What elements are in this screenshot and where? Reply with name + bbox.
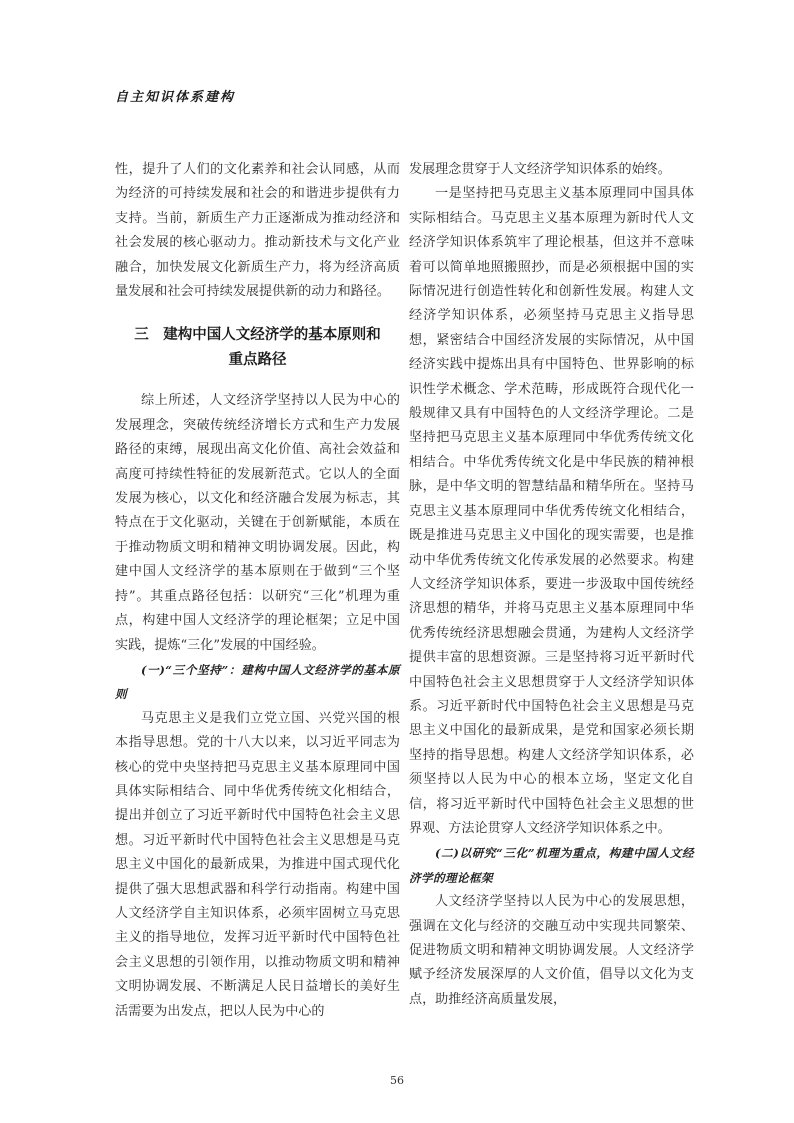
paragraph-framework: 人文经济学坚持以人民为中心的发展思想，强调在文化与经济的交融互动中实现共同繁荣、促进物质文明和精神文明协调发展。人文经济学赋予经济发展深厚的人文价值，倡导以文化为支点，助推经济高质量发展， [409, 894, 694, 1007]
section-title-line2: 重点路径 [228, 352, 287, 369]
subsection-heading-1: (一)“三个坚持”：建构中国人文经济学的基本原则 [115, 662, 400, 702]
intro-paragraph: 性，提升了人们的文化素养和社会认同感，从而为经济的可持续发展和社会的和谐进步提供有力支持。当前，新质生产力正逐渐成为推动经济和社会发展的核心驱动力。推动新技术与文化产业融合，加快发展文化新质生产力，将为经济高质量发展和社会可持续发展提供新的动力和路径。 [115, 162, 400, 300]
subsection-heading-2: (二)以研究“三化”机理为重点，构建中国人文经济学的理论框架 [409, 846, 694, 885]
paragraph-summary: 综上所述，人文经济学坚持以人民为中心的发展理念，突破传统经济增长方式和生产力发展路径的束缚，展现出高文化价值、高社会效益和高度可持续性特征的发展新范式。它以人的全面发展为核心，以文化和经济融合发展为标志，其特点在于文化驱动，关键在于创新赋能，本质在于推动物质文明和精神文明协调发展。因此，构建中国人文经济学的基本原则在于做到“三个坚持”。其重点路径包括：以研究“三化”机理为重点，构建中国人文经济学的理论框架；立足中国实践，提炼“三化”发展的中国经验。 [115, 393, 400, 653]
section-title-line1: 三 建构中国人文经济学的基本原则和 [134, 327, 381, 344]
paragraph-marxism: 马克思主义是我们立党立国、兴党兴国的根本指导思想。党的十八大以来，以习近平同志为核心的党中央坚持把马克思主义基本原理同中国具体实际相结合、同中华优秀传统文化相结合，提出并创立了习近平新时代中国特色社会主义思想。习近平新时代中国特色社会主义思想是马克思主义中国化的最新成果，为推进中国式现代化提供了强大思想武器和科学行动指南。构建中国人文经济学自主知识体系，必须牢固树立马克思主义的指导地位，发挥习近平新时代中国特色社会主义思想的引领作用，以推动物质文明和精神文明协调发展、不断满足人民日益增长的美好生活需要为出发点，把以人民为中心的 [115, 710, 400, 1019]
page-number: 56 [390, 1074, 404, 1087]
running-head: 自主知识体系建构 [115, 90, 236, 105]
left-column [115, 158, 400, 1024]
continuation-paragraph: 发展理念贯穿于人文经济学知识体系的始终。 [409, 162, 671, 177]
right-column [409, 158, 694, 1012]
section-title [115, 323, 400, 373]
paragraph-three-adherences: 一是坚持把马克思主义基本原理同中国具体实际相结合。马克思主义基本原理为新时代人文经济学知识体系筑牢了理论根基，但这并不意味着可以简单地照搬照抄，而是必须根据中国的实际情况进行创造性转化和创新性发展。构建人文经济学知识体系，必须坚持马克思主义指导思想，紧密结合中国经济发展的实际情况，从中国经济实践中提炼出具有中国特色、世界影响的标识性学术概念、学术范畴，形成既符合现代化一般规律又具有中国特色的人文经济学理论。二是坚持把马克思主义基本原理同中华优秀传统文化相结合。中华优秀传统文化是中华民族的精神根脉，是中华文明的智慧结晶和精华所在。坚持马克思主义基本原理同中华优秀传统文化相结合，既是推进马克思主义中国化的现实需要，也是推动中华优秀传统文化传承发展的必然要求。构建人文经济学知识体系，要进一步汲取中国传统经济思想的精华，并将马克思主义基本原理同中华优秀传统经济思想融会贯通，为建构人文经济学提供丰富的思想资源。三是坚持将习近平新时代中国特色社会主义思想贯穿于人文经济学知识体系。习近平新时代中国特色社会主义思想是马克思主义中国化的最新成果，是党和国家必须长期坚持的指导思想。构建人文经济学知识体系，必须坚持以人民为中心的根本立场，坚定文化自信，将习近平新时代中国特色社会主义思想的世界观、方法论贯穿人文经济学知识体系之中。 [409, 186, 694, 836]
